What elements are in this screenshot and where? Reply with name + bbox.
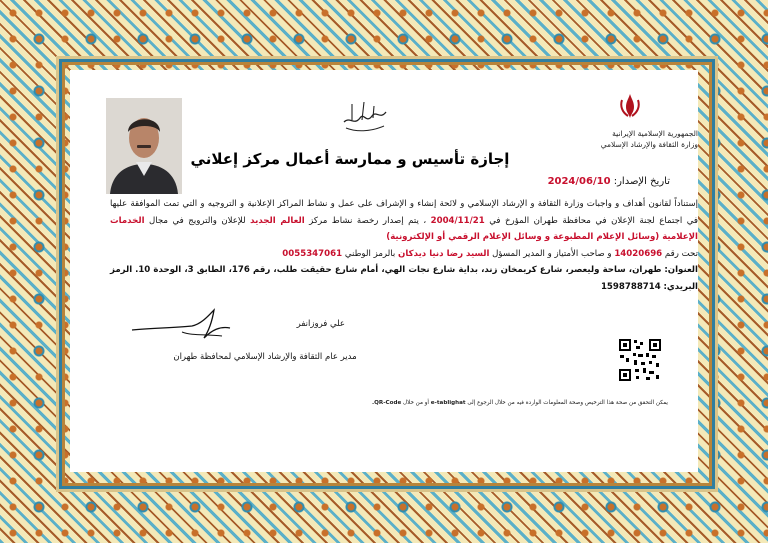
registration-number: 14020696 <box>614 248 663 259</box>
manager-name: السيد رضا دنيا ديدكان <box>398 248 490 259</box>
national-code: 0055347061 <box>282 248 343 259</box>
issue-date-label: تاريخ الإصدار: <box>613 176 670 187</box>
body-manager-text: و صاحب الأمتياز و المدير المسؤل <box>492 248 612 259</box>
country-name: الجمهورية الإسلامية الإيرانية <box>612 129 698 138</box>
address-value: طهران، ساحة وليعصر، شارع كريمخان زند، بداية شارع نجات الهي، أمام شارع حقيقت طلب، رقم 176، الطابق 3، الوحدة 10. <box>135 265 662 275</box>
verification-note <box>250 400 668 406</box>
qr-code[interactable] <box>618 338 662 382</box>
issue-date-value: 2024/06/10 <box>547 176 611 187</box>
qr-code-label: QR-Code. <box>372 400 402 406</box>
basmala-calligraphy <box>340 98 390 134</box>
body-reg-text: تحت رقم <box>664 248 698 259</box>
certificate <box>70 70 698 472</box>
body-intro: إستناداً لقانون أهداف و واجبات وزارة الثقافة و الإرشاد الإسلامي و لائحة إنشاء و الإشراف على عمل و نشاط المراكز الإعلانية و التروجيه و التي تمت الموافقة عليها في اجتماع لجنة الإعلان في محافظة طهران المؤرخ في <box>110 199 699 226</box>
postal-code-value: 1598788714 <box>600 281 661 292</box>
signatory-name: علي فروزانفر <box>296 319 345 329</box>
body-national-text: بالرمز الوطني <box>344 248 396 259</box>
certificate-body <box>110 196 698 295</box>
signatory-title: مدير عام الثقافة والإرشاد الإسلامي لمحافظة طهران <box>173 352 357 362</box>
body-license-text: ، يتم إصدار رخصة نشاط مركز <box>309 215 427 226</box>
postal-code-label: الرمز البريدي: <box>110 265 698 292</box>
issue-date-line <box>370 176 670 187</box>
header-text <box>558 128 698 150</box>
system-name: e-tablighat <box>430 400 466 406</box>
ministry-name: وزارة الثقافة والإرشاد الإسلامي <box>600 140 698 149</box>
approval-date: 2004/11/21 <box>430 215 485 226</box>
activity-field: الخدمات الإعلامية (وسائل الإعلام المطبوعة و وسائل الإعلام الرقمي أو الإلكترونية) <box>110 215 698 242</box>
body-field-text: للإعلان والترويج في مجال <box>149 215 246 226</box>
handwritten-signature <box>122 306 242 346</box>
holder-photo <box>106 98 182 194</box>
iran-emblem-icon <box>618 92 642 120</box>
center-name: العالم الجديد <box>250 215 305 226</box>
certificate-title: إجازة تأسيس و ممارسة أعمال مركز إعلاني <box>190 150 510 168</box>
address-label: العنوان: <box>664 265 698 275</box>
verification-or: أو من خلال <box>403 400 429 406</box>
verification-text: يمكن التحقق من صحة هذا الترخيص وصحة المعلومات الواردة فيه من خلال الرجوع إلى <box>467 400 668 406</box>
